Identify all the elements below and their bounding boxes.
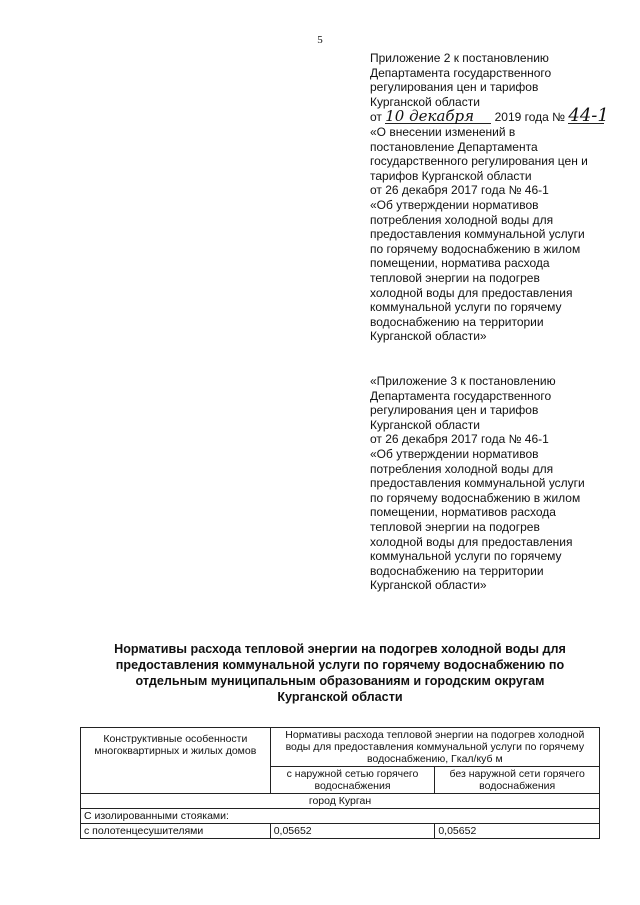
date-line bbox=[370, 105, 620, 127]
appendix-3-line: регулирования цен и тарифов bbox=[370, 403, 539, 418]
appendix-2-body-line: «О внесении изменений в bbox=[370, 124, 516, 139]
col-header-norms: Нормативы расхода тепловой энергии на подогрев холодной воды для предоставления коммунальной услуги по горячему водоснабжению, Гкал/куб м bbox=[270, 728, 599, 767]
appendix-3-line: водоснабжению на территории bbox=[370, 563, 544, 578]
appendix-2-body-line: предоставления коммунальной услуги bbox=[370, 227, 585, 242]
appendix-2-line: регулирования цен и тарифов bbox=[370, 80, 539, 95]
appendix-3-block bbox=[370, 374, 620, 593]
appendix-3-line: «Приложение 3 к постановлению bbox=[370, 374, 556, 388]
col-header-construction: Конструктивные особенности многоквартирных и жилых домов bbox=[81, 728, 271, 794]
appendix-2-body-line: государственного регулирования цен и bbox=[370, 154, 588, 169]
appendix-2-body-line: холодной воды для предоставления bbox=[370, 285, 573, 300]
appendix-2-body-line: коммунальной услуги по горячему bbox=[370, 300, 562, 315]
title-line: Курганской области bbox=[277, 690, 403, 704]
appendix-2-body-line: постановление Департамента bbox=[370, 139, 538, 154]
section-row: С изолированными стояками: bbox=[81, 809, 600, 824]
appendix-2-line: Департамента государственного bbox=[370, 65, 552, 80]
title-line: Нормативы расхода тепловой энергии на подогрев холодной воды для bbox=[114, 642, 566, 656]
city-row: город Курган bbox=[81, 794, 600, 809]
row-value-without-network: 0,05652 bbox=[435, 824, 600, 839]
title-line: отдельным муниципальным образованиям и городским округам bbox=[135, 674, 545, 688]
appendix-2-body-line: помещении, норматива расхода bbox=[370, 256, 550, 271]
appendix-2-body-line: тарифов Курганской области bbox=[370, 168, 532, 183]
appendix-2-body-line: потребления холодной воды для bbox=[370, 212, 554, 227]
appendix-2-body-line: от 26 декабря 2017 года № 46-1 bbox=[370, 183, 549, 198]
appendix-3-line: помещении, нормативов расхода bbox=[370, 505, 556, 520]
norms-table bbox=[80, 727, 600, 839]
table-row bbox=[81, 824, 600, 839]
appendix-3-line: «Об утверждении нормативов bbox=[370, 446, 539, 461]
appendix-3-line: коммунальной услуги по горячему bbox=[370, 549, 562, 564]
appendix-2-body-line: тепловой энергии на подогрев bbox=[370, 270, 540, 285]
appendix-2-body-line: «Об утверждении нормативов bbox=[370, 197, 539, 212]
handwritten-date: 10 декабря bbox=[385, 109, 491, 124]
date-suffix: 2019 года № bbox=[494, 110, 566, 125]
appendix-3-line: тепловой энергии на подогрев bbox=[370, 519, 540, 534]
page-number: 5 bbox=[317, 34, 323, 46]
document-title bbox=[80, 641, 600, 705]
appendix-3-line: от 26 декабря 2017 года № 46-1 bbox=[370, 432, 549, 447]
appendix-3-line: потребления холодной воды для bbox=[370, 461, 554, 476]
appendix-3-line: Курганской области» bbox=[370, 578, 487, 593]
handwritten-number: 44-1 bbox=[568, 105, 609, 127]
col-header-without-network: без наружной сети горячего водоснабжения bbox=[435, 767, 600, 794]
appendix-2-body-line: водоснабжению на территории bbox=[370, 314, 544, 329]
appendix-2-body-line: Курганской области» bbox=[370, 329, 487, 344]
appendix-3-line: по горячему водоснабжению в жилом bbox=[370, 490, 581, 505]
appendix-2-line: Курганской области bbox=[370, 94, 480, 109]
appendix-3-line: холодной воды для предоставления bbox=[370, 534, 573, 549]
date-prefix: от bbox=[370, 110, 382, 125]
appendix-2-block bbox=[370, 51, 620, 344]
appendix-3-line: Курганской области bbox=[370, 417, 480, 432]
appendix-3-line: Департамента государственного bbox=[370, 388, 552, 403]
row-label: с полотенцесушителями bbox=[81, 824, 271, 839]
col-header-with-network: с наружной сетью горячего водоснабжения bbox=[270, 767, 435, 794]
appendix-3-line: предоставления коммунальной услуги bbox=[370, 476, 585, 491]
appendix-2-line: Приложение 2 к постановлению bbox=[370, 51, 549, 65]
appendix-2-body-line: по горячему водоснабжению в жилом bbox=[370, 241, 581, 256]
title-line: предоставления коммунальной услуги по горячему водоснабжению по bbox=[115, 658, 565, 672]
row-value-with-network: 0,05652 bbox=[270, 824, 435, 839]
